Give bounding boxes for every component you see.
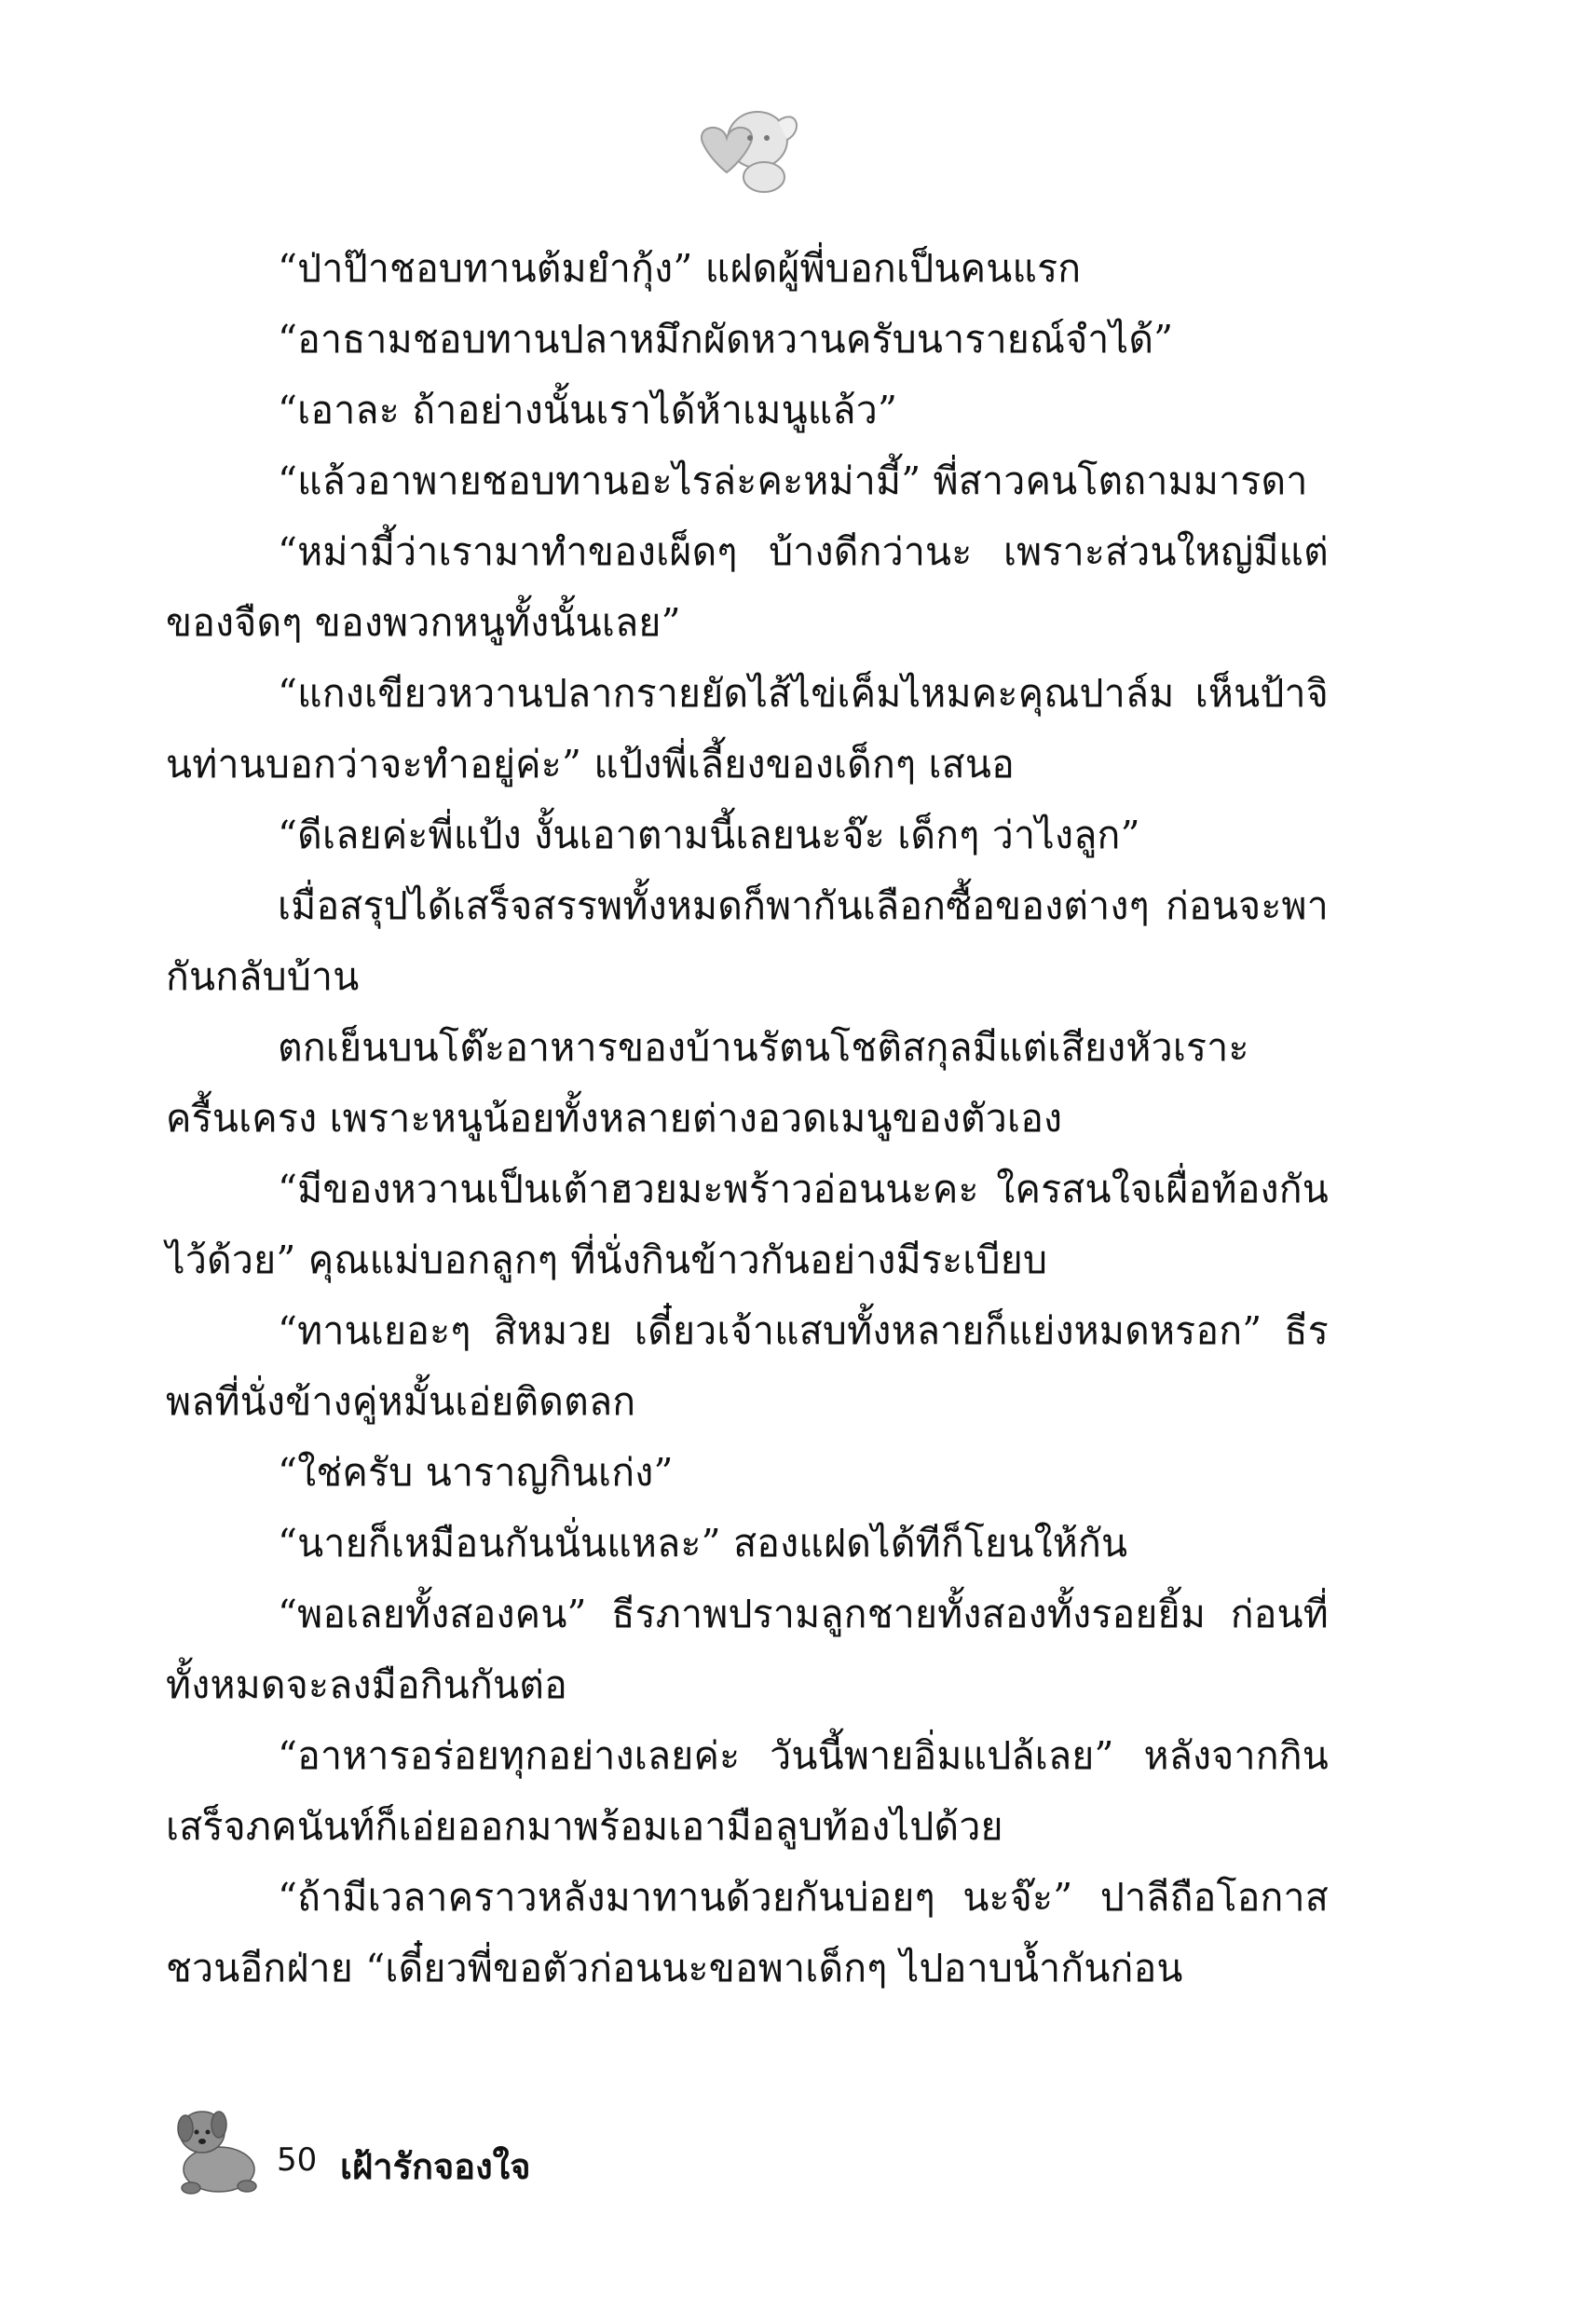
paragraph: “ใช่ครับ นาราญกินเก่ง”: [278, 1450, 674, 1495]
page-number: 50: [277, 2141, 318, 2179]
paragraph: “แล้วอาพายชอบทานอะไรล่ะคะหม่ามี้” พี่สาวคนโตถามมารดา: [278, 458, 1308, 503]
book-title: เฝ้ารักจองใจ: [340, 2146, 531, 2187]
paragraph: “แกงเขียวหวานปลากรายยัดไส้ไข่เค็มไหมคะคุณปาล์ม เห็นป้าจินท่านบอกว่าจะทำอยู่ค่ะ” แป้งพี่เลี้ยงของเด็กๆ เสนอ: [166, 671, 1329, 786]
page-footer: [163, 2097, 722, 2208]
paragraph: “อาหารอร่อยทุกอย่างเลยค่ะ วันนี้พายอิ่มแปล้เลย” หลังจากกินเสร็จภคนันท์ก็เอ่ยออกมาพร้อมเอามือลูบท้องไปด้วย: [166, 1733, 1329, 1849]
puppy-icon: [163, 2097, 266, 2199]
paragraph: “เอาละ ถ้าอย่างนั้นเราได้ห้าเมนูแล้ว”: [278, 388, 898, 432]
paragraph: “นายก็เหมือนกันนั่นแหละ” สองแฝดได้ทีก็โยนให้กัน: [278, 1521, 1128, 1566]
paragraph: “ดีเลยค่ะพี่แป้ง งั้นเอาตามนี้เลยนะจ๊ะ เด็กๆ ว่าไงลูก”: [278, 813, 1140, 857]
paragraph: “มีของหวานเป็นเต้าฮวยมะพร้าวอ่อนนะคะ ใครสนใจเผื่อท้องกันไว้ด้วย” คุณแม่บอกลูกๆ ที่นั่งกินข้าวกันอย่างมีระเบียบ: [166, 1167, 1329, 1282]
paragraph: เมื่อสรุปได้เสร็จสรรพทั้งหมดก็พากันเลือกซื้อของต่างๆ ก่อนจะพากันกลับบ้าน: [166, 883, 1329, 999]
paragraph: “พอเลยทั้งสองคน” ธีรภาพปรามลูกชายทั้งสองทั้งรอยยิ้ม ก่อนที่ทั้งหมดจะลงมือกินกันต่อ: [166, 1592, 1329, 1707]
paragraph: ตกเย็นบนโต๊ะอาหารของบ้านรัตนโชติสกุลมีแต่เสียงหัวเราะครื้นเครง เพราะหนูน้อยทั้งหลายต่างอวดเมนูของตัวเอง: [166, 1025, 1249, 1141]
paragraph: “ทานเยอะๆ สิหมวย เดี๋ยวเจ้าแสบทั้งหลายก็แย่งหมดหรอก” ธีรพลที่นั่งข้างคู่หมั้นเอ่ยติดตลก: [166, 1308, 1329, 1424]
paragraph: “ป่าป๊าชอบทานต้มยำกุ้ง” แฝดผู้พี่บอกเป็นคนแรก: [278, 246, 1082, 291]
paragraph: “อาธามชอบทานปลาหมึกผัดหวานครับนารายณ์จำได้”: [278, 317, 1174, 362]
paragraph: “ถ้ามีเวลาคราวหลังมาทานด้วยกันบ่อยๆ นะจ๊ะ” ปาลีถือโอกาสชวนอีกฝ่าย “เดี๋ยวพี่ขอตัวก่อนนะขอพาเด็กๆ ไปอาบน้ำกันก่อน: [166, 1875, 1329, 1990]
page-body: [166, 233, 1329, 2003]
cherub-heart-icon: [685, 103, 806, 210]
paragraph: “หม่ามี้ว่าเรามาทำของเผ็ดๆ บ้างดีกว่านะ เพราะส่วนใหญ่มีแต่ของจืดๆ ของพวกหนูทั้งนั้นเลย”: [166, 529, 1329, 645]
